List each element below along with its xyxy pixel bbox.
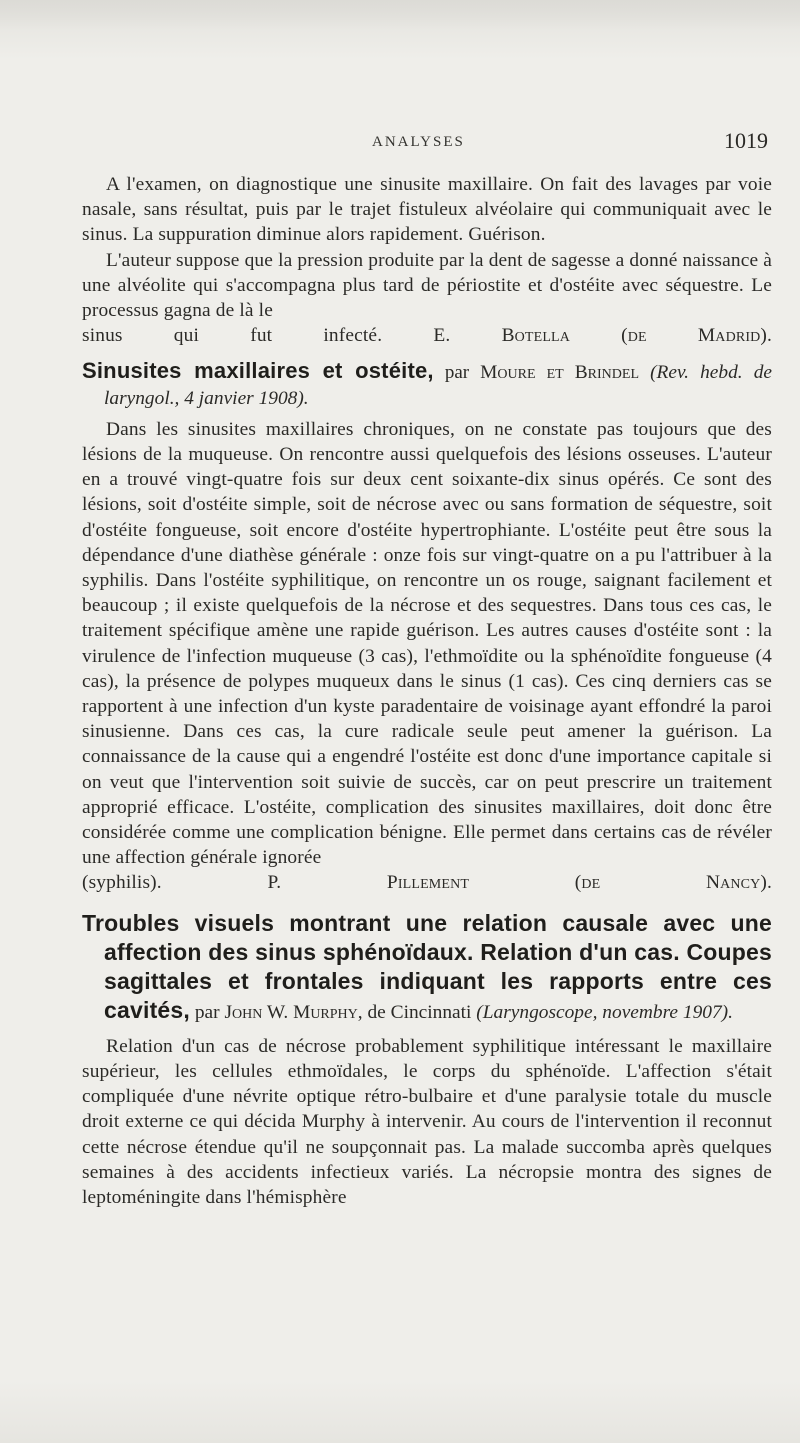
running-head: ANALYSES	[372, 134, 465, 150]
continuation-signature: E. Botella (de Madrid).	[433, 325, 772, 347]
article-2-byline-prefix: par	[194, 1001, 220, 1023]
article-1-body: Dans les sinusites maxillaires chroniques, on ne constate pas toujours que des lésions de la muqueuse. On rencontre aussi quelquefois des lésions osseuses. L'auteur en a trouvé vingt-quatre fois sur deux cent soixante-dix sinus opérés. Ce sont des lésions, soit d'ostéite simple, soit de nécrose avec ou sans formation de séquestre, soit d'ostéite fongueuse, soit encore d'ostéite hypertrophiante. L'ostéite peut être sous la dépendance d'une diathèse générale : onze fois sur vingt-quatre on a pu l'attribuer à la syphilis. Dans l'ostéite syphilitique, on rencontre un os rouge, saignant facilement et beaucoup ; il existe quelquefois de la nécrose et des sequestres. Dans tous ces cas, le traitement spécifique amène une rapide guérison. Les autres causes d'ostéite sont : la virulence de l'infection muqueuse (3 cas), l'ethmoïdite ou la sphénoïdite fongueuse (4 cas), la présence de polypes muqueux dans le sinus (1 cas). Ces cinq derniers cas se rapportent à une infection d'un kyste paradentaire de voisinage ayant effondré la paroi sinusienne. Dans ces cas, la cure radicale seule peut amener la guérison. La connaissance de la cause qui a engendré l'ostéite est donc d'une importance capitale si on veut que l'intervention soit suivie de succès, car on peut prescrire un traitement approprié efficace. L'ostéite, complication des sinusites maxillaires, doit donc être considérée comme une complication bénigne. Elle permet dans certains cas de révéler une affection générale ignorée	[82, 418, 772, 869]
continuation-last-line: sinus qui fut infecté.	[82, 325, 383, 347]
article-1-last-line: (syphilis).	[82, 872, 162, 894]
article-2-origin: de Cincinnati	[367, 1001, 472, 1023]
article-1-title: Sinusites maxillaires et ostéite,	[82, 358, 434, 384]
article-2-authors: John W. Murphy,	[224, 1001, 363, 1023]
page-header	[82, 128, 772, 158]
scan-edge	[0, 0, 800, 30]
article-1-journal: (Rev. hebd. de laryngol., 4 janvier 1908).	[104, 362, 772, 409]
article-1-signature: P. Pillement (de Nancy).	[267, 872, 772, 894]
page-number: 1019	[724, 128, 768, 153]
article-2-heading	[82, 910, 772, 1026]
continuation-paragraph-1: A l'examen, on diagnostique une sinusite maxillaire. On fait des lavages par voie nasale, sans résultat, puis par le trajet fistuleux alvéolaire qui communiquait avec le sinus. La suppuration diminue alors rapidement. Guérison.	[82, 174, 772, 246]
article-2-journal: (Laryngoscope, novembre 1907).	[476, 1001, 733, 1023]
article-1-heading	[82, 358, 772, 410]
article-1-authors: Moure et Brindel	[480, 362, 640, 384]
continuation-paragraph-2: L'auteur suppose que la pression produite par la dent de sagesse a donné naissance à une alvéolite qui s'accompagna plus tard de périostite et d'ostéite avec séquestre. Le processus gagna de là le	[82, 249, 772, 322]
article-2-title: Troubles visuels montrant une relation causale avec une affection des sinus sphénoïdaux. Relation d'un cas. Coupes sagittales et frontales indiquant les rapports entre ces cavités,	[82, 909, 772, 1023]
page-content	[82, 172, 772, 1210]
article-1-byline-prefix: par	[444, 362, 470, 384]
article-1-signature-line	[82, 870, 772, 895]
article-2-body: Relation d'un cas de nécrose probablement syphilitique intéressant le maxillaire supérieur, les cellules ethmoïdales, le corps du sphénoïde. L'affection s'était compliquée d'une névrite optique rétro-bulbaire et d'une paralysie totale du muscle droit externe ce qui décida Murphy à intervenir. Au cours de l'intervention il reconnut cette nécrose étendue qu'il ne soupçonnait pas. La malade succomba après quelques semaines à des accidents infectieux variés. La nécropsie montra des signes de leptoméningite dans l'hémisphère	[82, 1035, 772, 1208]
continuation-signature-line	[82, 323, 772, 348]
